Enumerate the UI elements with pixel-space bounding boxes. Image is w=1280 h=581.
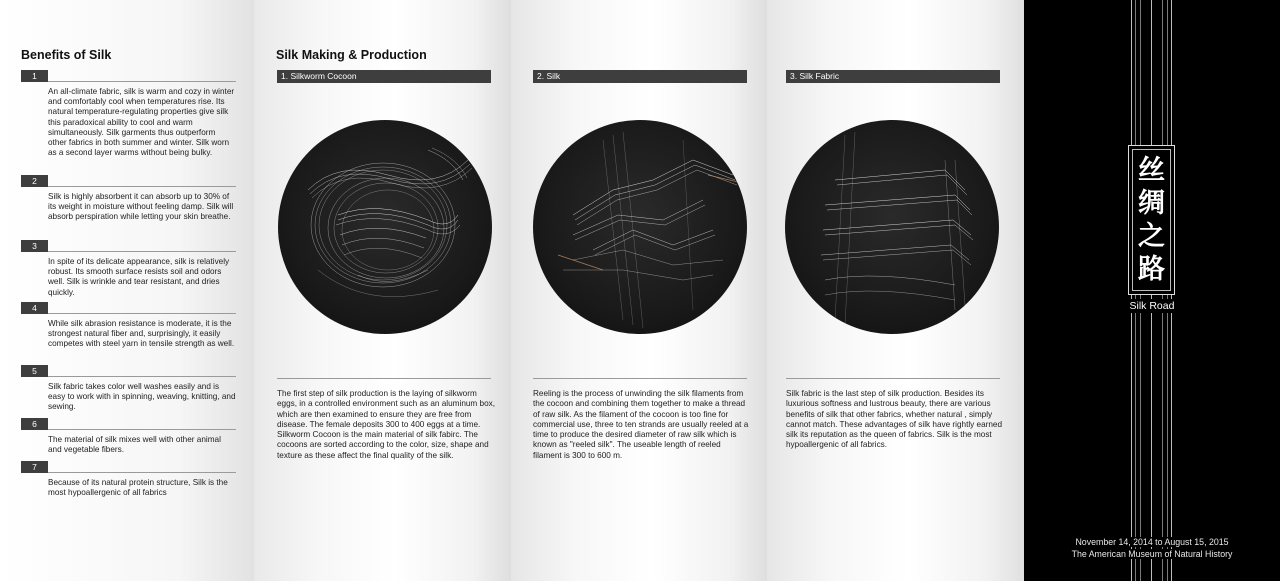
cocoon-illustration [278,120,492,334]
benefit-text: In spite of its delicate appearance, silk is relatively robust. Its smooth surface resists soil and odors well. Silk is wrinkle and tear resistant, and dries quickly. [48,257,230,297]
benefit-item [21,302,236,350]
chinese-title-char: 路 [1138,253,1165,285]
silk-thread-art [533,120,747,334]
benefit-text: An all-climate fabric, silk is warm and cozy in winter and comfortably cool when temperatures rise. Its natural temperature-regulating properties give silk this paradoxical ability to cool and warm simultaneously. Silk garments thus outperform other fabrics in both summer and winter. Silk worn as a second layer warms without being bulky. [48,87,235,158]
benefit-number: 5 [21,365,48,377]
benefit-number: 7 [21,461,48,473]
divider [786,378,1000,379]
step-label-fabric: 3. Silk Fabric [786,70,1000,83]
benefit-item [21,418,236,455]
benefit-item [21,365,236,413]
chinese-title-char: 之 [1138,220,1165,252]
benefit-text: Silk is highly absorbent it can absorb up to 30% of its weight in moisture without feeling damp. Silk will absorb perspiration while letting your skin breathe. [48,192,234,222]
museum-name-text: The American Museum of Natural History [1071,549,1233,559]
fabric-thread-art [785,120,999,334]
benefit-number: 4 [21,302,48,314]
cocoon-thread-art [278,120,492,334]
benefit-text: Because of its natural protein structure, Silk is the most hypoallergenic of all fabrics [48,478,228,498]
fabric-illustration [785,120,999,334]
benefit-number: 6 [21,418,48,430]
benefit-text: Silk fabric takes color well washes easily and is easy to work with in spinning, weaving, knitting, and sewing. [48,382,236,412]
divider [533,378,747,379]
production-title: Silk Making & Production [276,48,427,62]
benefit-number: 2 [21,175,48,187]
divider [277,378,491,379]
benefits-title: Benefits of Silk [21,48,112,62]
benefit-number: 3 [21,240,48,252]
silk-illustration [533,120,747,334]
museum-name [1024,549,1280,560]
benefit-text: The material of silk mixes well with other animal and vegetable fibers. [48,435,221,455]
benefit-item [21,70,236,158]
benefit-text: While silk abrasion resistance is moderate, it is the strongest natural fiber and, surprisingly, it easily competes with steel yarn in tensile strength as well. [48,319,235,349]
cover-subtitle: Silk Road [1104,299,1200,313]
step-text-cocoon: The first step of silk production is the laying of silkworm eggs, in a controlled environment such as an aluminum box, which are then examined to ensure they are free from disease. The female deposits 300 to 400 eggs at a time. Silkworm Cocoon is the main material of silk fabirc. The cocoons are sorted according to the color, size, shape and texture as these affect the final quality of the silk. [277,389,496,460]
production-panel-fabric [767,0,1024,581]
chinese-title-box [1128,145,1175,295]
chinese-title-char: 绸 [1138,187,1165,219]
benefit-item [21,175,236,223]
chinese-title-char: 丝 [1138,154,1165,186]
production-panel-cocoon [254,0,511,581]
step-text-silk: Reeling is the process of unwinding the silk filaments from the cocoon and combining them together to make a thread of raw silk. As the filament of the cocoon is too fine for commercial use, three to ten strands are usually reeled at a time to produce the desired diameter of raw silk which is known as "reeled silk". The useable length of reeled filament is 300 to 600 m. [533,389,749,460]
exhibition-dates-text: November 14, 2014 to August 15, 2015 [1075,537,1229,547]
benefit-item [21,461,236,498]
step-label-silk: 2. Silk [533,70,747,83]
production-panel-silk [511,0,767,581]
benefits-panel [0,0,254,581]
exhibition-dates [1024,537,1280,548]
step-text-fabric: Silk fabric is the last step of silk production. Besides its luxurious softness and lustrous beauty, there are various benefits of silk that other fabrics, whether natural , simply cannot match. These advantages of silk have rightly earned silk its reputation as the queen of fabrics. Silk is the most hypoallergenic of all fabrics. [786,389,1003,450]
step-label-cocoon: 1. Silkworm Cocoon [277,70,491,83]
benefit-item [21,240,236,298]
benefit-number: 1 [21,70,48,82]
